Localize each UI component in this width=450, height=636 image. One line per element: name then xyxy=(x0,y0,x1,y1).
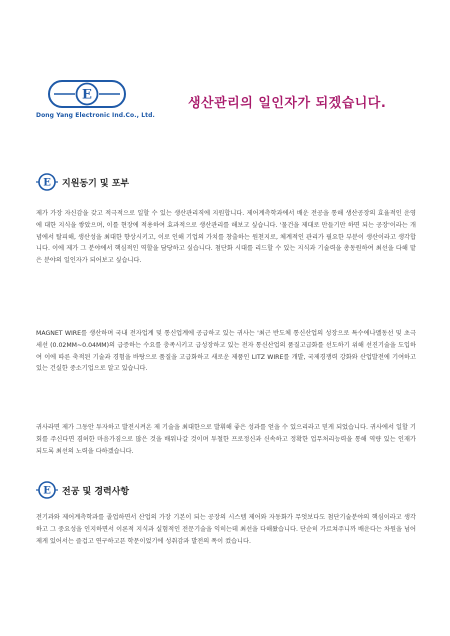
section-title: 전공 및 경력사항 xyxy=(62,487,130,497)
section-body-motivation-2 xyxy=(36,328,416,375)
company-logo xyxy=(48,80,126,108)
section-heading-major xyxy=(36,480,416,500)
company-e-logo-icon xyxy=(50,82,124,106)
company-e-logo-icon xyxy=(36,172,58,192)
paragraph: MAGNET WIRE를 생산하며 국내 전자업계 및 통신업계에 공급하고 있는 귀사는 '최근 반도체 통신산업의 성장으로 특수에나멜동선 및 초극세선 (0.02MM~0.04MM)의 급증하는 수요를 충족시키고 급성장하고 있는 전자 통신산업의 품질고급화를 선도하기 위해 선진기술을 도입하여 이에 따른 축적된 기술과 경험을 바탕으로 품질을 고급화하고 새로운 제품인 LITZ WIRE를 개발, 국제경쟁력 강화와 산업발전에 기여하고 있는 건실한 중소기업으로 알고 있습니다. xyxy=(36,330,416,373)
section-heading-motivation xyxy=(36,172,416,192)
logo-letter: E xyxy=(82,87,92,103)
paragraph: 귀사라면 제가 그동안 투자하고 발전시켜온 제 기술을 최대한으로 발휘해 좋은 성과를 얻을 수 있으리라고 믿게 되었습니다. 귀사에서 일할 기회를 주신다면 겸허한 마음가짐으로 많은 것을 배워나갈 것이며 투철한 프로정신과 신속하고 정확한 업무처리능력을 통해 역량 있는 인재가 되도록 최선의 노력을 다하겠습니다. xyxy=(36,424,416,455)
page-title: 생산관리의 일인자가 되겠습니다. xyxy=(188,96,387,111)
section-body-motivation-3 xyxy=(36,422,416,457)
section-body-major xyxy=(36,512,416,547)
document-header xyxy=(30,80,420,130)
paragraph: 제가 가장 자신감을 갖고 적극적으로 일할 수 있는 생산관리직에 지원합니다. 제어계측학과에서 배운 전공을 통해 생산공장의 효율적인 운영에 대한 지식을 쌓았으며, 이를 현장에 적용하여 효과적으로 생산관리를 해보고 싶습니다. '물건을 제대로 만들기만 하면 되는 공장'이라는 개념에서 탈피해, 생산성을 최대한 향상시키고, 이로 인해 기업의 가치를 창출하는 원천지로, 체계적인 관리가 필요한 부분이 생산이라고 생각합니다. 이에 제가 그 분야에서 핵심적인 역할을 담당하고 싶습니다. 첨단화 시대를 리드할 수 있는 지식과 기술력을 총동원하여 최선을 다해 맡은 분야의 일인자가 되어보고 싶습니다. xyxy=(36,210,416,265)
company-name: Dong Yang Electronic Ind.Co., Ltd. xyxy=(36,112,155,119)
svg-text:E: E xyxy=(43,177,51,189)
paragraph: 전기과와 제어계측학과를 졸업하면서 산업의 가장 기본이 되는 공장의 시스템 제어와 자동화가 무엇보다도 첨단기술분야의 핵심이라고 생각하고 그 중요성을 인지하면서 이론적 지식과 실험적인 전문기술을 익히는데 최선을 다해왔습니다. 단순히 가르쳐주니까 배운다는 차원을 넘어 제게 있어서는 즐겁고 연구하고픈 학문이었기에 성취감과 발전의 폭이 컸습니다. xyxy=(36,514,416,545)
svg-text:E: E xyxy=(43,485,51,497)
section-body-motivation xyxy=(36,208,416,267)
section-title: 지원동기 및 포부 xyxy=(62,179,130,189)
company-e-logo-icon xyxy=(36,480,58,500)
